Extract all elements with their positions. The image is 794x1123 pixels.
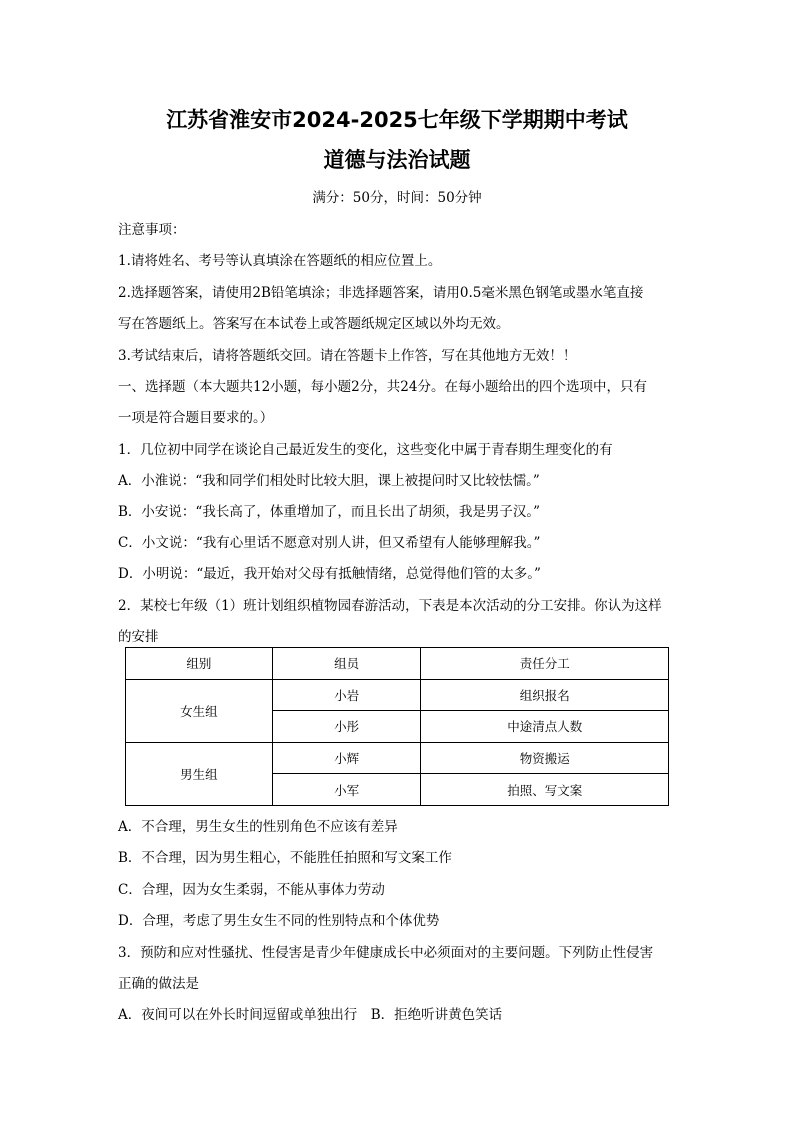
q3-stem: 3．预防和应对性骚扰、性侵害是青少年健康成长中必须面对的主要问题。下列防止性侵害 (118, 945, 654, 961)
score-time: 满分：50分，时间：50分钟 (312, 190, 482, 206)
member-cell: 小辉 (272, 742, 421, 774)
q2-option-c: C．合理，因为女生柔弱，不能从事体力劳动 (118, 882, 385, 898)
q1-option-c: C．小文说：“我有心里话不愿意对别人讲，但又希望有人能够理解我。” (118, 535, 541, 551)
q2-option-a: A．不合理，男生女生的性别角色不应该有差异 (118, 819, 398, 835)
note-item: 写在答题纸上。答案写在本试卷上或答题纸规定区域以外均无效。 (118, 316, 510, 332)
section-heading: 一、选择题（本大题共12小题，每小题2分，共24分。在每小题给出的四个选项中，只有 (118, 379, 647, 395)
table-header: 组别 (126, 648, 273, 680)
exam-subtitle: 道德与法治试题 (323, 148, 471, 172)
note-item: 1.请将姓名、考号等认真填涂在答题纸的相应位置上。 (118, 253, 442, 269)
duty-cell: 中途清点人数 (421, 711, 669, 743)
table-header: 责任分工 (421, 648, 669, 680)
member-cell: 小军 (272, 774, 421, 806)
q1-stem: 1．几位初中同学在谈论自己最近发生的变化，这些变化中属于青春期生理变化的有 (118, 442, 613, 458)
duty-cell: 组织报名 (421, 679, 669, 711)
member-cell: 小岩 (272, 679, 421, 711)
section-heading-cont: 一项是符合题目要求的。） (118, 410, 274, 426)
exam-title: 江苏省淮安市2024-2025七年级下学期期中考试 (166, 108, 628, 132)
table-header: 组员 (272, 648, 421, 680)
note-item: 3.考试结束后，请将答题纸交回。请在答题卡上作答，写在其他地方无效！！ (118, 348, 577, 364)
group-cell: 女生组 (126, 679, 273, 742)
note-item: 2.选择题答案，请使用2B铅笔填涂；非选择题答案，请用0.5毫米黑色钢笔或墨水笔直接 (118, 285, 644, 301)
member-cell: 小彤 (272, 711, 421, 743)
q1-option-d: D．小明说：“最近，我开始对父母有抵触情绪，总觉得他们管的太多。” (118, 566, 541, 582)
q2-option-b: B．不合理，因为男生粗心，不能胜任拍照和写文案工作 (118, 850, 452, 866)
q2-stem-cont: 的安排 (118, 629, 159, 645)
task-table (125, 647, 669, 806)
q2-stem: 2．某校七年级（1）班计划组织植物园春游活动，下表是本次活动的分工安排。你认为这样 (118, 598, 662, 614)
notes-heading: 注意事项： (118, 222, 186, 238)
q1-option-a: A．小淮说：“我和同学们相处时比较大胆，课上被提问时又比较怯懦。” (118, 473, 540, 489)
duty-cell: 物资搬运 (421, 742, 669, 774)
group-cell: 男生组 (126, 742, 273, 805)
q3-stem-cont: 正确的做法是 (118, 976, 199, 992)
q2-option-d: D．合理，考虑了男生女生不同的性别特点和个体优势 (118, 913, 440, 929)
q3-options: A．夜间可以在外长时间逗留或单独出行 B．拒绝听讲黄色笑话 (118, 1007, 503, 1023)
duty-cell: 拍照、写文案 (421, 774, 669, 806)
q1-option-b: B．小安说：“我长高了，体重增加了，而且长出了胡须，我是男子汉。” (118, 504, 540, 520)
